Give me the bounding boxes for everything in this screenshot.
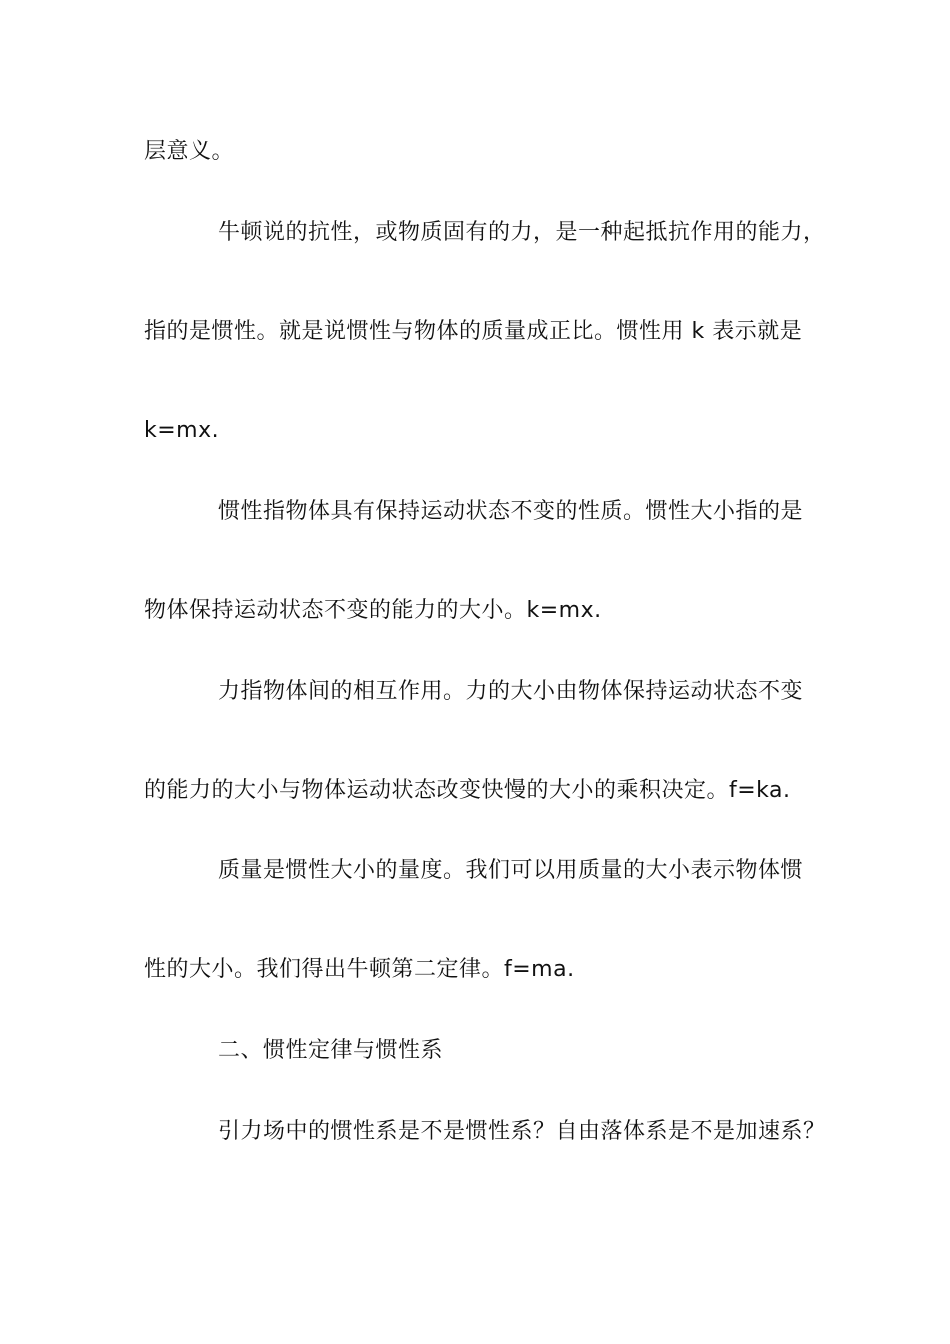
paragraph-line: 引力场中的惯性系是不是惯性系？自由落体系是不是加速系？ (218, 1119, 826, 1144)
paragraph-line: 力指物体间的相互作用。力的大小由物体保持运动状态不变 (218, 679, 804, 704)
paragraph-line: 惯性指物体具有保持运动状态不变的性质。惯性大小指的是 (218, 499, 804, 524)
paragraph-line: 质量是惯性大小的量度。我们可以用质量的大小表示物体惯 (218, 858, 804, 883)
text-line: 指的是惯性。就是说惯性与物体的质量成正比。惯性用 k 表示就是 (144, 319, 803, 344)
text-line: 物体保持运动状态不变的能力的大小。k=mx. (144, 598, 602, 623)
text-line: k=mx. (144, 418, 220, 443)
section-heading: 二、惯性定律与惯性系 (218, 1038, 444, 1063)
text-line: 性的大小。我们得出牛顿第二定律。f=ma. (144, 957, 575, 982)
text-line: 层意义。 (144, 139, 235, 164)
paragraph-line: 牛顿说的抗性，或物质固有的力，是一种起抵抗作用的能力， (218, 220, 826, 245)
text-line: 的能力的大小与物体运动状态改变快慢的大小的乘积决定。f=ka. (144, 778, 791, 803)
